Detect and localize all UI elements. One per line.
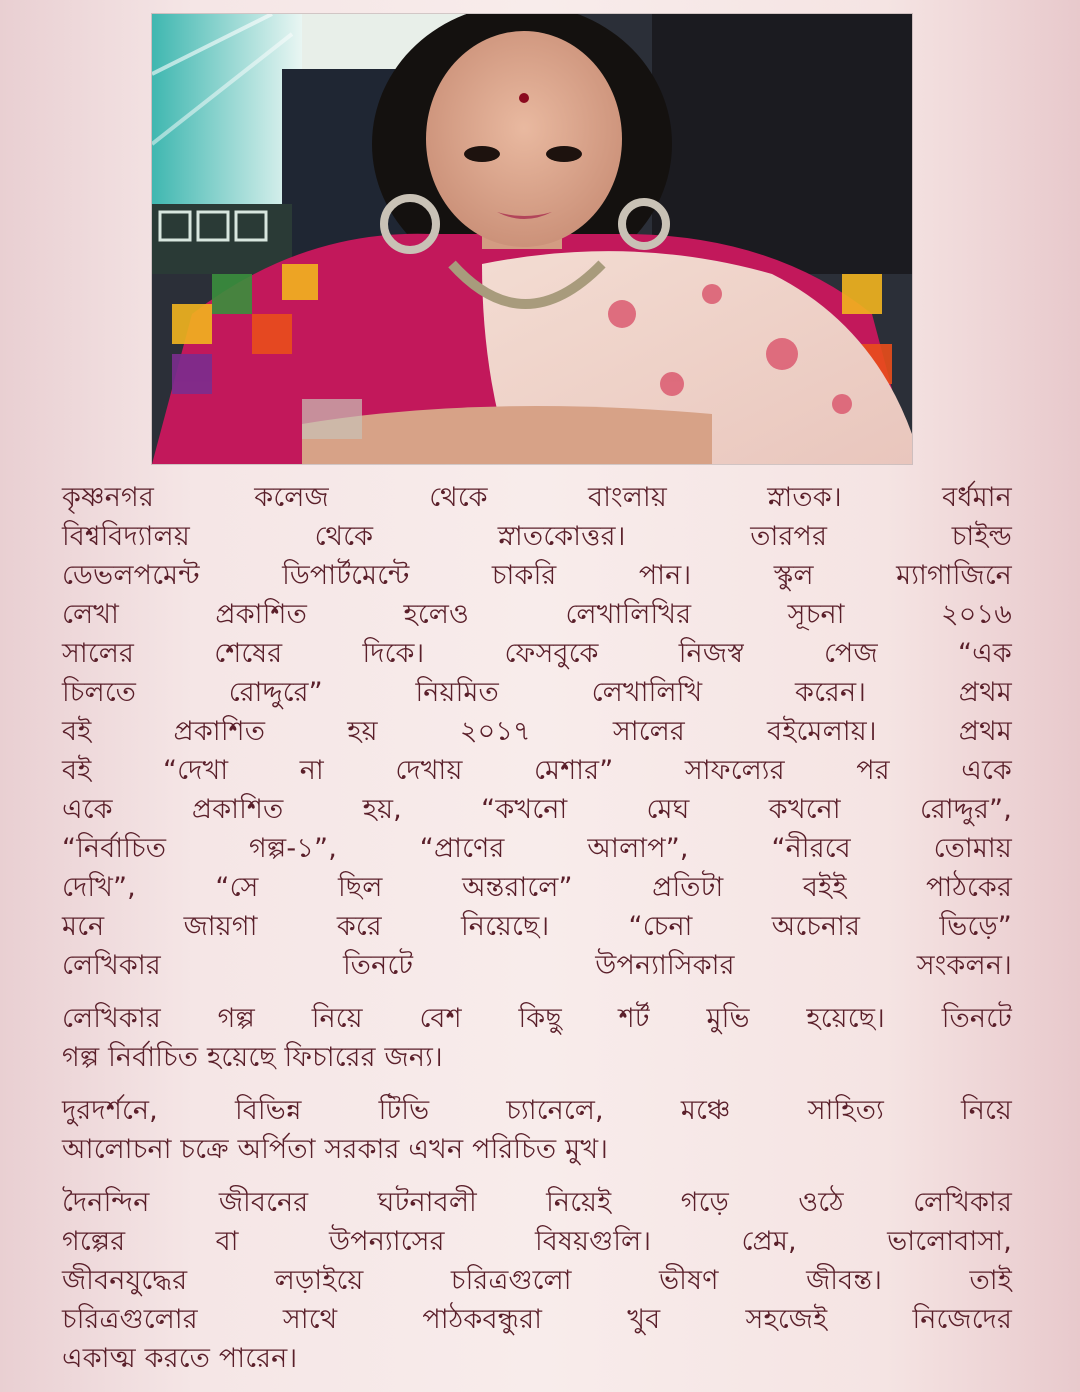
bio-line: লেখিকার গল্প নিয়ে বেশ কিছু শর্ট মুভি হয়েছে। তিনটে: [62, 1003, 1012, 1034]
bio-line: বিশ্ববিদ্যালয় থেকে স্নাতকোত্তর। তারপর চাইল্ড: [62, 521, 1012, 552]
bio-line: দৈনন্দিন জীবনের ঘটনাবলী নিয়েই গড়ে ওঠে লেখিকার: [62, 1187, 1012, 1218]
bio-line: মনে জায়গা করে নিয়েছে। “চেনা অচেনার ভিড়ে”: [62, 911, 1012, 942]
bio-paragraph-films: [62, 999, 1012, 1077]
bio-line: বই “দেখা না দেখায় মেশার” সাফল্যের পর একে: [62, 755, 1012, 786]
bio-line: গল্পের বা উপন্যাসের বিষয়গুলি। প্রেম, ভালোবাসা,: [62, 1226, 1012, 1257]
bio-line: লেখা প্রকাশিত হলেও লেখালিখির সূচনা ২০১৬: [62, 599, 1012, 630]
bio-line: জীবনযুদ্ধের লড়াইয়ে চরিত্রগুলো ভীষণ জীবন্ত। তাই: [62, 1265, 1012, 1296]
bio-line: বই প্রকাশিত হয় ২০১৭ সালের বইমেলায়। প্রথম: [62, 716, 1012, 747]
bio-line: আলোচনা চক্রে অর্পিতা সরকার এখন পরিচিত মুখ।: [62, 1134, 609, 1165]
bio-line: কৃষ্ণনগর কলেজ থেকে বাংলায় স্নাতক। বর্ধমান: [62, 482, 1012, 513]
bio-paragraph-education: [62, 478, 1012, 985]
bio-line: একে প্রকাশিত হয়, “কখনো মেঘ কখনো রোদ্দুর”,: [62, 794, 1012, 825]
bio-line: “নির্বাচিত গল্প-১”, “প্রাণের আলাপ”, “নীরবে তোমায়: [62, 833, 1012, 864]
bio-line: সালের শেষের দিকে। ফেসবুকে নিজস্ব পেজ “এক: [62, 638, 1012, 669]
author-photo: [152, 14, 912, 464]
bio-paragraph-media: [62, 1091, 1012, 1169]
bio-line: দেখি”, “সে ছিল অন্তরালে” প্রতিটা বইই পাঠকের: [62, 872, 1012, 903]
bio-line: ডেভলপমেন্ট ডিপার্টমেন্টে চাকরি পান। স্কুল ম্যাগাজিনে: [62, 560, 1012, 591]
bio-paragraph-themes: [62, 1183, 1012, 1378]
bio-line: দুরদর্শনে, বিভিন্ন টিভি চ্যানেলে, মঞ্চে সাহিত্য নিয়ে: [62, 1095, 1012, 1126]
author-bio: [62, 478, 1012, 1392]
bio-line: চিলতে রোদ্দুরে” নিয়মিত লেখালিখি করেন। প্রথম: [62, 677, 1012, 708]
bio-line: চরিত্রগুলোর সাথে পাঠকবন্ধুরা খুব সহজেই নিজেদের: [62, 1304, 1012, 1335]
bio-line: একাত্ম করতে পারেন।: [62, 1343, 298, 1374]
bio-line: গল্প নির্বাচিত হয়েছে ফিচারের জন্য।: [62, 1042, 443, 1073]
bio-line: লেখিকার তিনটে উপন্যাসিকার সংকলন।: [62, 950, 1012, 981]
